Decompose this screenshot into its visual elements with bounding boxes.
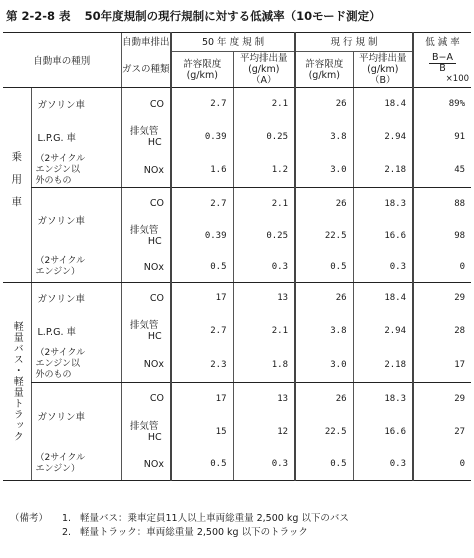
cell-reduction: 88 (413, 188, 471, 220)
cell-allowable-50: 1.6 (171, 154, 233, 188)
note-1-text: 軽量バス：乗車定員11人以上車両総重量 2,500 kg 以下のバス (80, 513, 349, 524)
fuel-two-stroke (31, 449, 121, 481)
cell-reduction: 45 (413, 154, 471, 188)
note-2 (10, 526, 349, 540)
cell-allowable-50: 2.7 (171, 88, 233, 121)
table-number: 第 2-2-8 表 (6, 9, 71, 23)
allowable-50-unit: (g/km) (186, 69, 218, 81)
cell-average-50: 0.3 (233, 253, 295, 283)
fuel-two-stroke-line2: エンジン） (35, 464, 81, 475)
header-average-50 (233, 52, 295, 88)
cell-allowable-current: 26 (295, 383, 353, 415)
fuel-two-stroke (31, 253, 121, 283)
category-light-bus-truck: 軽量バス・軽量トラック (3, 283, 31, 481)
gas-nox: NOx (121, 154, 171, 188)
gas-co: CO (121, 88, 171, 121)
header-category: 自動車の種別 (3, 33, 121, 88)
cell-average-current: 2.18 (353, 154, 413, 188)
cell-reduction: 17 (413, 348, 471, 383)
cell-allowable-50: 0.39 (171, 121, 233, 154)
fuel-two-stroke-line1: （2サイクル (35, 348, 86, 359)
average-50-unit: (g/km) (248, 64, 280, 75)
table-row (3, 188, 471, 220)
header-gas-type: ガスの種類 (121, 52, 171, 88)
table-row (3, 348, 471, 383)
gas-hc-label: 排気管 (129, 420, 159, 432)
fuel-lpg: L.P.G. 車 (31, 121, 121, 154)
gas-nox: NOx (121, 348, 171, 383)
formula-denominator: B (439, 63, 446, 75)
fuel-two-stroke-other (31, 348, 121, 383)
cell-reduction: 91 (413, 121, 471, 154)
category-passenger: 乗用車 (3, 88, 31, 283)
cell-allowable-current: 3.8 (295, 121, 353, 154)
table-row (3, 449, 471, 481)
cell-reduction: 29 (413, 383, 471, 415)
gas-hc-symbol: HC (147, 137, 162, 148)
cell-average-50: 2.1 (233, 88, 295, 121)
cell-allowable-50: 0.5 (171, 253, 233, 283)
cell-reduction: 0 (413, 449, 471, 481)
cell-allowable-50: 0.5 (171, 449, 233, 481)
header-50-regulation: 50 年 度 規 制 (171, 33, 295, 52)
header-average-current (353, 52, 413, 88)
cell-average-current: 18.4 (353, 88, 413, 121)
cell-allowable-50: 2.3 (171, 348, 233, 383)
header-allowable-50 (171, 52, 233, 88)
cell-allowable-50: 17 (171, 283, 233, 314)
gas-hc-symbol: HC (147, 431, 162, 443)
cell-average-current: 2.94 (353, 121, 413, 154)
cell-allowable-50: 15 (171, 415, 233, 449)
cell-average-current: 18.3 (353, 383, 413, 415)
gas-nox: NOx (121, 253, 171, 283)
cell-allowable-current: 26 (295, 88, 353, 121)
cell-average-50: 13 (233, 383, 295, 415)
allowable-current-label: 許容限度 (305, 58, 344, 70)
gas-hc-label: 排気管 (129, 225, 159, 236)
gas-hc-symbol: HC (147, 236, 162, 247)
cell-average-current: 0.3 (353, 253, 413, 283)
gas-co: CO (121, 188, 171, 220)
note-1-number: 1. (62, 513, 72, 524)
cell-allowable-50: 0.39 (171, 220, 233, 253)
average-current-symbol: （B） (370, 75, 396, 86)
average-50-symbol: （A） (251, 75, 277, 86)
fuel-two-stroke-line1: （2サイクル (35, 453, 86, 464)
gas-nox: NOx (121, 449, 171, 481)
cell-average-current: 2.94 (353, 314, 413, 348)
gas-co: CO (121, 383, 171, 415)
cell-average-50: 0.25 (233, 220, 295, 253)
gas-hc (121, 415, 171, 449)
cell-average-current: 18.4 (353, 283, 413, 314)
cell-allowable-current: 3.8 (295, 314, 353, 348)
cell-reduction: 98 (413, 220, 471, 253)
gas-hc-symbol: HC (147, 330, 162, 342)
allowable-50-label: 許容限度 (183, 58, 222, 70)
fuel-gasoline: ガソリン車 (31, 383, 121, 449)
cell-allowable-current: 3.0 (295, 348, 353, 383)
average-current-unit: (g/km) (367, 64, 399, 75)
fuel-two-stroke-line3: 外のもの (35, 175, 72, 186)
gas-hc (121, 121, 171, 154)
reduction-table (3, 32, 471, 481)
cell-reduction: 28 (413, 314, 471, 348)
cell-allowable-current: 26 (295, 188, 353, 220)
fuel-two-stroke-line2: エンジン以 (35, 359, 81, 370)
fuel-two-stroke-line2: エンジン） (35, 267, 81, 278)
cell-average-50: 1.2 (233, 154, 295, 188)
note-2-number: 2. (62, 527, 72, 538)
table-row (3, 253, 471, 283)
cell-allowable-50: 2.7 (171, 188, 233, 220)
cell-average-50: 2.1 (233, 314, 295, 348)
cell-average-50: 12 (233, 415, 295, 449)
note-2-text: 軽量トラック：車両総重量 2,500 kg 以下のトラック (80, 527, 308, 538)
notes (10, 512, 349, 540)
formula-numerator: B−A (429, 53, 456, 64)
fuel-two-stroke-other (31, 154, 121, 188)
table-row (3, 383, 471, 415)
fuel-lpg: L.P.G. 車 (31, 314, 121, 348)
gas-hc (121, 220, 171, 253)
cell-allowable-current: 26 (295, 283, 353, 314)
cell-average-current: 16.6 (353, 415, 413, 449)
gas-hc-label: 排気管 (129, 319, 159, 331)
cell-allowable-current: 22.5 (295, 220, 353, 253)
note-1 (10, 512, 349, 526)
cell-average-50: 0.3 (233, 449, 295, 481)
cell-average-current: 18.3 (353, 188, 413, 220)
cell-allowable-50: 2.7 (171, 314, 233, 348)
cell-reduction: 89% (413, 88, 471, 121)
table-title (6, 8, 381, 24)
cell-allowable-current: 22.5 (295, 415, 353, 449)
fuel-two-stroke-line1: （2サイクル (35, 153, 86, 164)
fuel-two-stroke-line3: 外のもの (35, 370, 72, 381)
table-row (3, 88, 471, 121)
cell-allowable-current: 0.5 (295, 253, 353, 283)
allowable-current-unit: (g/km) (308, 69, 340, 81)
gas-co: CO (121, 283, 171, 314)
table-row (3, 283, 471, 314)
header-reduction-formula (413, 52, 471, 88)
header-reduction-rate: 低 減 率 (413, 33, 471, 52)
cell-average-current: 0.3 (353, 449, 413, 481)
average-50-label: 平均排出量 (240, 53, 288, 64)
fuel-gasoline: ガソリン車 (31, 283, 121, 314)
table-row (3, 314, 471, 348)
formula-fraction (429, 53, 456, 74)
table-row (3, 121, 471, 154)
cell-reduction: 29 (413, 283, 471, 314)
fuel-two-stroke-line2: エンジン以 (35, 164, 81, 175)
fuel-gasoline: ガソリン車 (31, 188, 121, 253)
cell-allowable-current: 0.5 (295, 449, 353, 481)
cell-allowable-50: 17 (171, 383, 233, 415)
fuel-two-stroke-line1: （2サイクル (35, 256, 86, 267)
cell-average-current: 16.6 (353, 220, 413, 253)
cell-average-50: 1.8 (233, 348, 295, 383)
gas-hc-label: 排気管 (129, 126, 159, 137)
cell-average-50: 13 (233, 283, 295, 314)
cell-average-50: 2.1 (233, 188, 295, 220)
header-allowable-current (295, 52, 353, 88)
cell-reduction: 27 (413, 415, 471, 449)
formula-multiplier: ×100 (445, 74, 470, 85)
cell-allowable-current: 3.0 (295, 154, 353, 188)
cell-average-50: 0.25 (233, 121, 295, 154)
cell-average-current: 2.18 (353, 348, 413, 383)
cell-reduction: 0 (413, 253, 471, 283)
average-current-label: 平均排出量 (359, 53, 407, 64)
header-current-regulation: 現 行 規 制 (295, 33, 413, 52)
header-emission-source: 自動車排出 (121, 33, 171, 52)
fuel-gasoline: ガソリン車 (31, 88, 121, 121)
table-caption: 50年度規制の現行規制に対する低減率（10モード測定） (84, 9, 381, 23)
gas-hc (121, 314, 171, 348)
notes-label: （備考） (10, 513, 49, 524)
table-row (3, 154, 471, 188)
